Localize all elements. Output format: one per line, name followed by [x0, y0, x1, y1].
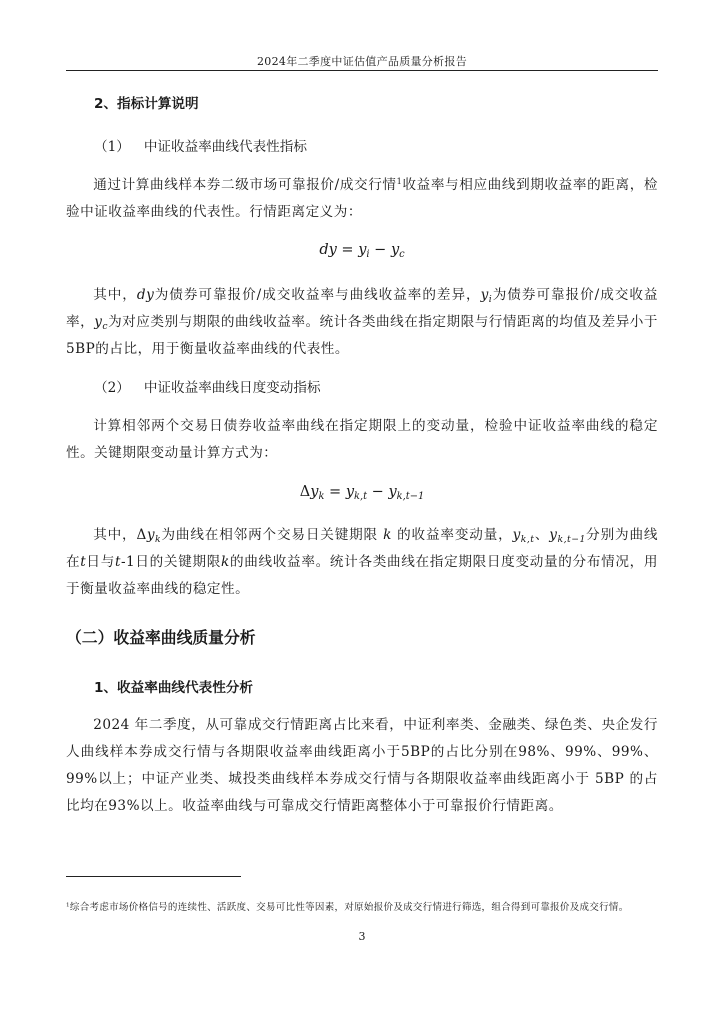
paragraph-daily-change-explanation: 其中，$\Delta y_k$为曲线在相邻两个交易日关键期限 k 的收益率变动量，$y_{k,t}$、$y_{k,t-1}$分别为曲线在t日与t-1日的关键期限k的曲线收益率。统计各类曲线在指定期限日度变动量的分布情况，用于衡量收益率曲线的稳定性。 — [66, 527, 659, 597]
subheading-daily-change-indicator — [94, 376, 686, 396]
paragraph-distance-definition: 通过计算曲线样本券二级市场可靠报价/成交行情$^1$收益率与相应曲线到期收益率的距离，检验中证收益率曲线的代表性。行情距离定义为： — [66, 176, 658, 220]
section-heading-curve-quality-analysis: （二）收益率曲线质量分析 — [66, 628, 256, 647]
paragraph-distance-explanation: 其中，dy为债券可靠报价/成交收益率与曲线收益率的差异，$y_i$为债券可靠报价/成交收益率，$y_c$为对应类别与期限的曲线收益率。统计各类曲线在指定期限与行情距离的均值及差异小于5BP的占比，用于衡量收益率曲线的代表性。 — [66, 287, 658, 357]
footnote-text: 综合考虑市场价格信号的连续性、活跃度、交易可比性等因素，对原始报价及成交行情进行筛选，组合得到可靠报价及成交行情。 — [69, 902, 629, 913]
page-number: 3 — [358, 930, 366, 943]
footnote — [66, 900, 666, 915]
section-heading-indicator-calculation: 2、指标计算说明 — [94, 96, 199, 112]
running-header: 2024年二季度中证估值产品质量分析报告 — [257, 55, 467, 68]
paragraph-daily-change-definition: 计算相邻两个交易日债券收益率曲线在指定期限上的变动量，检验中证收益率曲线的稳定性。关键期限变动量计算方式为： — [66, 418, 658, 461]
footnote-separator — [66, 876, 241, 877]
subheading-title: 中证收益率曲线代表性指标 — [143, 139, 307, 155]
subheading-number: （2） — [94, 380, 130, 396]
paragraph-representativeness-results: 2024 年二季度，从可靠成交行情距离占比来看，中证利率类、金融类、绿色类、央企发行人曲线样本券成交行情与各期限收益率曲线距离小于5BP的占比分别在98%、99%、99%、99%以上；中证产业类、城投类曲线样本券成交行情与各期限收益率曲线距离小于 5BP 的占比均在93%以上。收益率曲线与可靠成交行情距离整体小于可靠报价行情距离。 — [66, 717, 658, 814]
header-rule — [66, 70, 658, 71]
section-heading-representativeness-analysis: 1、收益率曲线代表性分析 — [94, 680, 253, 696]
footnote-mark: 1 — [66, 902, 70, 909]
formula-daily-change: $\Delta y_k = y_{k,t} - y_{k,t-1}$ — [299, 484, 425, 502]
subheading-title: 中证收益率曲线日度变动指标 — [143, 380, 321, 396]
subheading-representativeness-indicator — [94, 135, 686, 155]
subheading-number: （1） — [94, 139, 130, 155]
formula-distance: dy = $y_i - y_c$ — [319, 242, 405, 260]
footnote-reference[interactable]: 1 — [396, 176, 403, 187]
